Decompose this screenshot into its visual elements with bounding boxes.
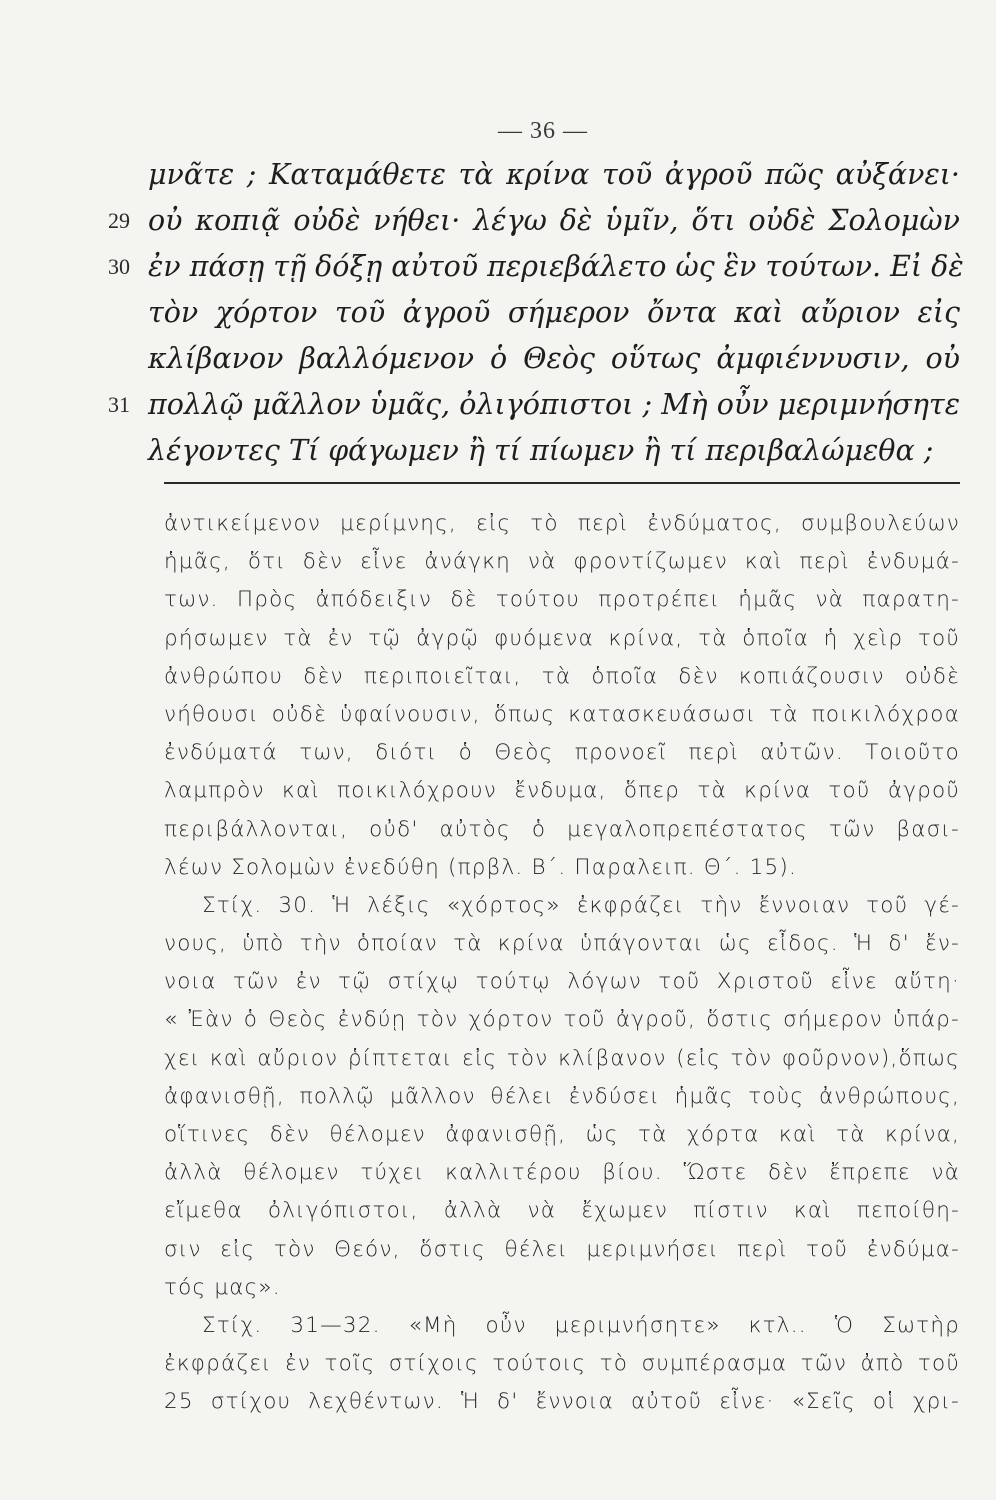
verse-number: 29	[108, 208, 130, 233]
commentary-line: νήθουσι οὐδὲ ὑφαίνουσιν, ὅπως κατασκευάσωσι τὰ ποικιλόχροα	[164, 701, 960, 727]
commentary-line: λαμπρὸν καὶ ποικιλόχρουν ἔνδυμα, ὅπερ τὰ κρίνα τοῦ ἀγροῦ	[164, 778, 960, 804]
scripture-text: πολλῷ μᾶλλον ὑμᾶς, ὀλιγόπιστοι ; Μὴ οὖν μεριμνήσητε	[148, 388, 960, 421]
commentary-line: ἐκφράζει ἐν τοῖς στίχοις τούτοις τὸ συμπέρασμα τῶν ἀπὸ τοῦ	[164, 1351, 960, 1377]
scripture-text: κλίβανον βαλλόμενον ὁ Θεὸς οὕτως ἀμφιέννυσιν, οὐ	[148, 342, 960, 375]
scripture-text: μνᾶτε ; Καταμάθετε τὰ κρίνα τοῦ ἀγροῦ πῶς αὐξάνει·	[148, 158, 960, 191]
commentary-line: νους, ὑπὸ τὴν ὁποίαν τὰ κρίνα ὑπάγονται ὡς εἶδος. Ἡ δ' ἔν-	[164, 931, 960, 957]
commentary-line: ἡμᾶς, ὅτι δὲν εἶνε ἀνάγκη νὰ φροντίζωμεν καὶ περὶ ἐνδυμά-	[164, 549, 960, 575]
commentary-line: ἀντικείμενον μερίμνης, εἰς τὸ περὶ ἐνδύματος, συμβουλεύων	[164, 511, 960, 536]
verse-number: 31	[108, 392, 130, 417]
verse-number: 30	[108, 254, 130, 279]
scripture-line	[108, 198, 960, 244]
commentary-line: εἴμεθα ὀλιγόπιστοι, ἀλλὰ νὰ ἔχωμεν πίστιν καὶ πεποίθη-	[164, 1198, 960, 1224]
commentary-line: « Ἐὰν ὁ Θεὸς ἐνδύῃ τὸν χόρτον τοῦ ἀγροῦ, ὅστις σήμερον ὑπάρ-	[164, 1007, 960, 1033]
commentary-line: Στίχ. 30. Ἡ λέξις «χόρτος» ἐκφράζει τὴν ἔννοιαν τοῦ γέ-	[202, 892, 960, 918]
commentary-line: σιν εἰς τὸν Θεόν, ὅστις θέλει μεριμνήσει περὶ τοῦ ἐνδύμα-	[164, 1236, 960, 1262]
commentary-line: Στίχ. 31—32. «Μὴ οὖν μεριμνήσητε» κτλ.. Ὁ Σωτὴρ	[202, 1312, 960, 1338]
commentary-line: οἵτινες δὲν θέλομεν ἀφανισθῇ, ὡς τὰ χόρτα καὶ τὰ κρίνα,	[164, 1122, 960, 1147]
scripture-line	[108, 244, 964, 290]
scripture-line	[130, 336, 960, 382]
scripture-text: ἐν πάσῃ τῇ δόξῃ αὐτοῦ περιεβάλετο ὡς ἓν τούτων. Εἰ δὲ	[148, 250, 964, 283]
commentary-line: λέων Σολομὼν ἐνεδύθη (πρβλ. Β΄. Παραλειπ. Θ΄. 15).	[164, 854, 798, 880]
commentary-line: νοια τῶν ἐν τῷ στίχῳ τούτῳ λόγων τοῦ Χριστοῦ εἶνε αὕτη·	[164, 969, 960, 995]
scripture-line	[130, 428, 960, 474]
commentary-line: ρήσωμεν τὰ ἐν τῷ ἀγρῷ φυόμενα κρίνα, τὰ ὁποῖα ἡ χεὶρ τοῦ	[164, 625, 960, 651]
commentary-line: ἐνδύματά των, διότι ὁ Θεὸς προνοεῖ περὶ αὐτῶν. Τοιοῦτο	[164, 740, 960, 766]
commentary-line: ἀλλὰ θέλομεν τύχει καλλιτέρου βίου. Ὥστε δὲν ἔπρεπε νὰ	[164, 1160, 960, 1186]
commentary-line: ἀνθρώπου δὲν περιποιεῖται, τὰ ὁποῖα δὲν κοπιάζουσιν οὐδὲ	[164, 663, 960, 689]
commentary-line: τός μας».	[164, 1274, 281, 1300]
scripture-passage	[108, 152, 964, 474]
page-number: — 36 —	[498, 118, 588, 144]
scripture-text: τὸν χόρτον τοῦ ἀγροῦ σήμερον ὄντα καὶ αὔριον εἰς	[148, 296, 960, 329]
scripture-line	[130, 152, 960, 198]
separator-rule	[164, 482, 960, 484]
scripture-text: λέγοντες Τί φάγωμεν ἢ τί πίωμεν ἢ τί περιβαλώμεθα ;	[148, 434, 934, 467]
scripture-line	[130, 290, 960, 336]
scripture-line	[108, 382, 960, 428]
commentary-text	[164, 505, 960, 1422]
scripture-text: οὐ κοπιᾷ οὐδὲ νήθει· λέγω δὲ ὑμῖν, ὅτι οὐδὲ Σολομὼν	[148, 204, 960, 237]
commentary-line: των. Πρὸς ἀπόδειξιν δὲ τούτου προτρέπει ἡμᾶς νὰ παρατη-	[164, 587, 960, 613]
commentary-line: περιβάλλονται, οὐδ' αὐτὸς ὁ μεγαλοπρεπέστατος τῶν βασι-	[164, 816, 960, 842]
commentary-line: χει καὶ αὔριον ῥίπτεται εἰς τὸν κλίβανον (εἰς τὸν φοῦρνον),ὅπως	[164, 1045, 960, 1071]
commentary-line: ἀφανισθῇ, πολλῷ μᾶλλον θέλει ἐνδύσει ἡμᾶς τοὺς ἀνθρώπους,	[164, 1083, 960, 1109]
commentary-line: 25 στίχου λεχθέντων. Ἡ δ' ἔννοια αὐτοῦ εἶνε· «Σεῖς οἱ χρι-	[164, 1389, 960, 1415]
